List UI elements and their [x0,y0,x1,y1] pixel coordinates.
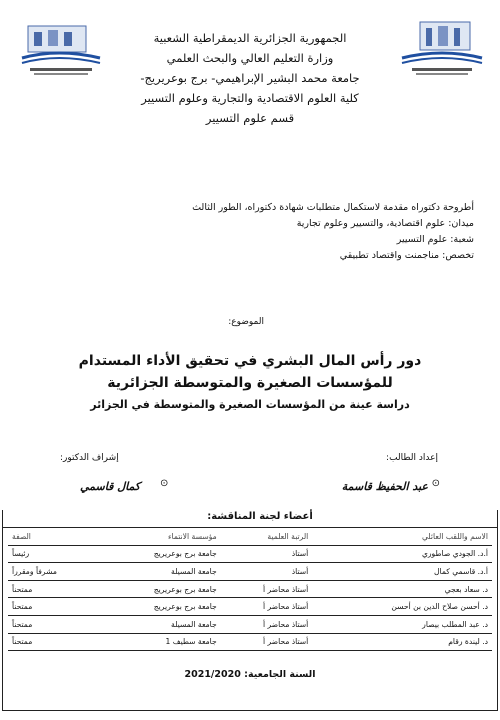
member-rank: أستاذ [221,545,313,563]
member-rank: أستاذ [221,563,313,581]
committee-table [8,528,492,651]
table-row [8,563,492,581]
member-name: د. عبد المطلب بيصار [312,615,492,633]
member-institution: جامعة برج بوعريريج [99,598,221,616]
branch-line: شعبة: علوم التسيير [396,234,474,245]
table-header-row [8,528,492,545]
member-name: د. ليندة رقام [312,633,492,651]
specialty-line: تخصص: مناجمنت واقتصاد تطبيقي [339,250,474,261]
frame-left-border [2,510,3,710]
republic-line: الجمهورية الجزائرية الديمقراطية الشعبية [153,31,347,45]
header-rank: الرتبة العلمية [221,528,313,545]
ministry-line: وزارة التعليم العالي والبحث العلمي [166,51,334,65]
university-line: جامعة محمد البشير الإبراهيمي- برج بوعريريج- [140,71,360,85]
institution-header [80,28,420,128]
prepared-by-label: إعداد الطالب: [386,453,438,463]
member-institution: جامعة برج بوعريريج [99,545,221,563]
member-role: ممتحناً [8,615,99,633]
academic-year: السنة الجامعية: 2021/2020 [184,669,316,680]
supervisor-label: إشراف الدكتور: [60,453,119,463]
table-row [8,580,492,598]
member-rank: أستاذ محاضر أ [221,598,313,616]
member-role: ممتحناً [8,633,99,651]
thesis-info [34,200,474,264]
table-row [8,598,492,616]
member-rank: أستاذ محاضر أ [221,580,313,598]
member-institution: جامعة المسيلة [99,615,221,633]
member-rank: أستاذ محاضر أ [221,633,313,651]
department-line: قسم علوم التسيير [205,111,295,125]
member-institution: جامعة سطيف 1 [99,633,221,651]
header-name: الاسم واللقب العائلي [312,528,492,545]
bullet-icon: ⊙ [431,478,440,489]
member-name: أ.د. قاسمي كمال [312,563,492,581]
frame-bottom-border [2,710,498,711]
member-institution: جامعة برج بوعريريج [99,580,221,598]
committee-title: أعضاء لجنة المناقشة: [207,511,313,522]
bullet-icon: ⊙ [160,478,169,489]
header-role: الصفة [8,528,99,545]
field-line: ميدان: علوم اقتصادية، والتسيير وعلوم تجارية [296,218,474,229]
member-role: ممتحناً [8,598,99,616]
table-row [8,615,492,633]
table-row [8,633,492,651]
member-name: د. أحسن صلاح الدين بن أحسن [312,598,492,616]
thesis-subtitle: دراسة عينة من المؤسسات الصغيرة والمتوسطة في الجزائر [90,398,410,411]
member-name: أ.د. الجودي صاطوري [312,545,492,563]
subject-label: الموضوع: [228,317,264,327]
member-institution: جامعة المسيلة [99,563,221,581]
header-institution: مؤسسة الانتماء [99,528,221,545]
thesis-line: أطروحة دكتوراه مقدمة لاستكمال متطلبات شهادة دكتوراه، الطور الثالث [192,202,474,213]
table-row [8,545,492,563]
member-role: مشرفاً ومقرراً [8,563,99,581]
faculty-line: كلية العلوم الاقتصادية والتجارية وعلوم التسيير [141,91,359,105]
member-name: د. سعاد بعجي [312,580,492,598]
student-name: عبد الحفيظ قاسمة [341,480,428,493]
member-role: ممتحناً [8,580,99,598]
member-rank: أستاذ محاضر أ [221,615,313,633]
frame-right-border [497,510,498,710]
member-role: رئيساً [8,545,99,563]
thesis-title: دور رأس المال البشري في تحقيق الأداء المستدام للمؤسسات الصغيرة والمتوسطة الجزائرية [78,353,422,391]
supervisor-name: كمال قاسمي [80,480,141,493]
